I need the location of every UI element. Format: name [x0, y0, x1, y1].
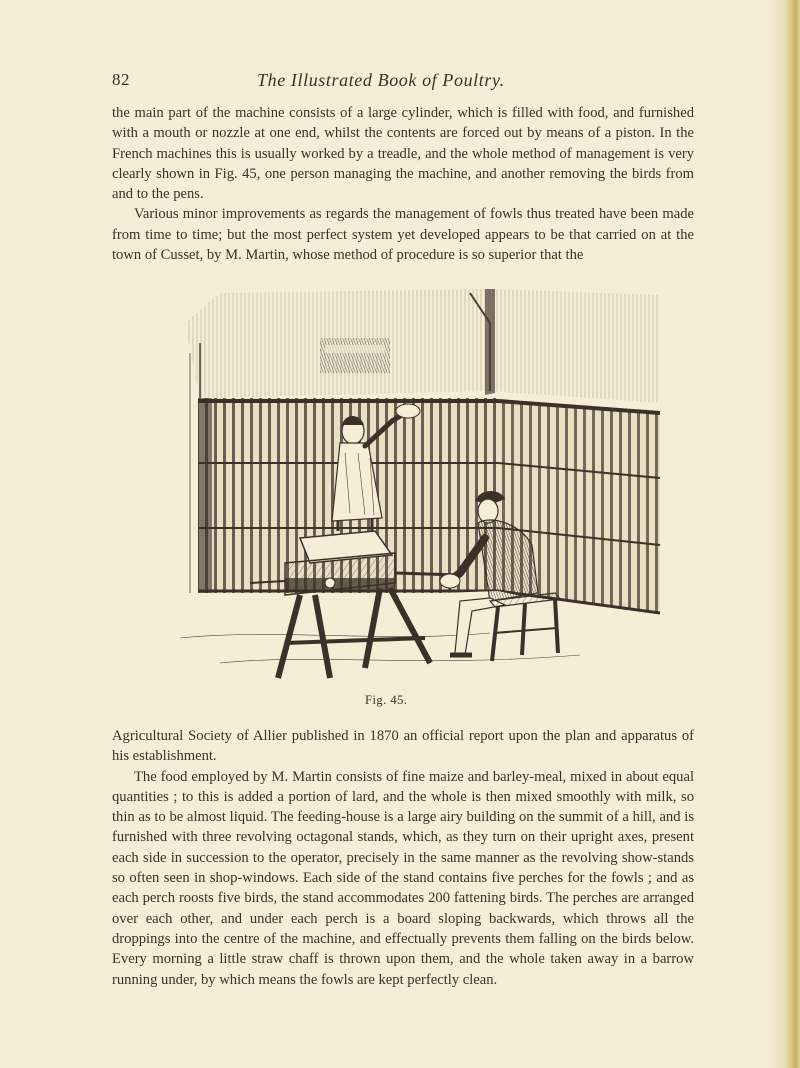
paragraph: the main part of the machine consists of a large cylinder, which is filled with food, and furnished with a mouth or nozzle at one end, whilst the contents are forced out by means of a piston. In the French machines this is usually worked by a treadle, and the whole method of management is very clearly shown in Fig. 45, one person managing the machine, and another removing the birds from and to the pens.	[112, 105, 694, 203]
page-edge	[786, 0, 800, 1068]
paragraph: Various minor improvements as regards the management of fowls thus treated have been made from time to time; but the most perfect system yet developed appears to be that carried on at the town of Cusset, by M. Martin, whose method of procedure is so superior that the	[112, 206, 694, 264]
bottom-text-block	[112, 726, 694, 990]
page-number: 82	[112, 70, 130, 89]
paragraph: The food employed by M. Martin consists of fine maize and barley-meal, mixed in about equal quantities ; to this is added a portion of lard, and the whole is then mixed smoothly with milk, so thin as to be almost liquid. The feeding-house is a large airy building on the summit of a hill, and is furnished with three revolving octagonal stands, which, as they turn on their upright axes, present each side in succession to the operator, precisely in the same manner as the revolving show-stands so often seen in shop-windows. Each side of the stand contains five perches for the fowls ; and as each perch roosts five birds, the stand accommodates 200 fattening birds. The perches are arranged over each other, and under each perch is a board sloping backwards, which throws all the droppings into the centre of the machine, and effectually prevents them falling on the birds below. Every morning a little straw chaff is thrown upon them, and the whole taken away in a barrow running under, by which means the fowls are kept perfectly clean.	[112, 768, 694, 988]
page-gutter-shade	[766, 0, 786, 1068]
paragraph: Agricultural Society of Allier published in 1870 an official report upon the plan and apparatus of his establishment.	[112, 728, 694, 765]
page-title: The Illustrated Book of Poultry.	[257, 70, 505, 90]
engraving-svg	[160, 283, 670, 688]
top-text-block	[112, 103, 694, 265]
engraving-illustration	[160, 283, 670, 688]
figure-caption: Fig. 45.	[365, 693, 408, 707]
running-head	[112, 70, 692, 94]
